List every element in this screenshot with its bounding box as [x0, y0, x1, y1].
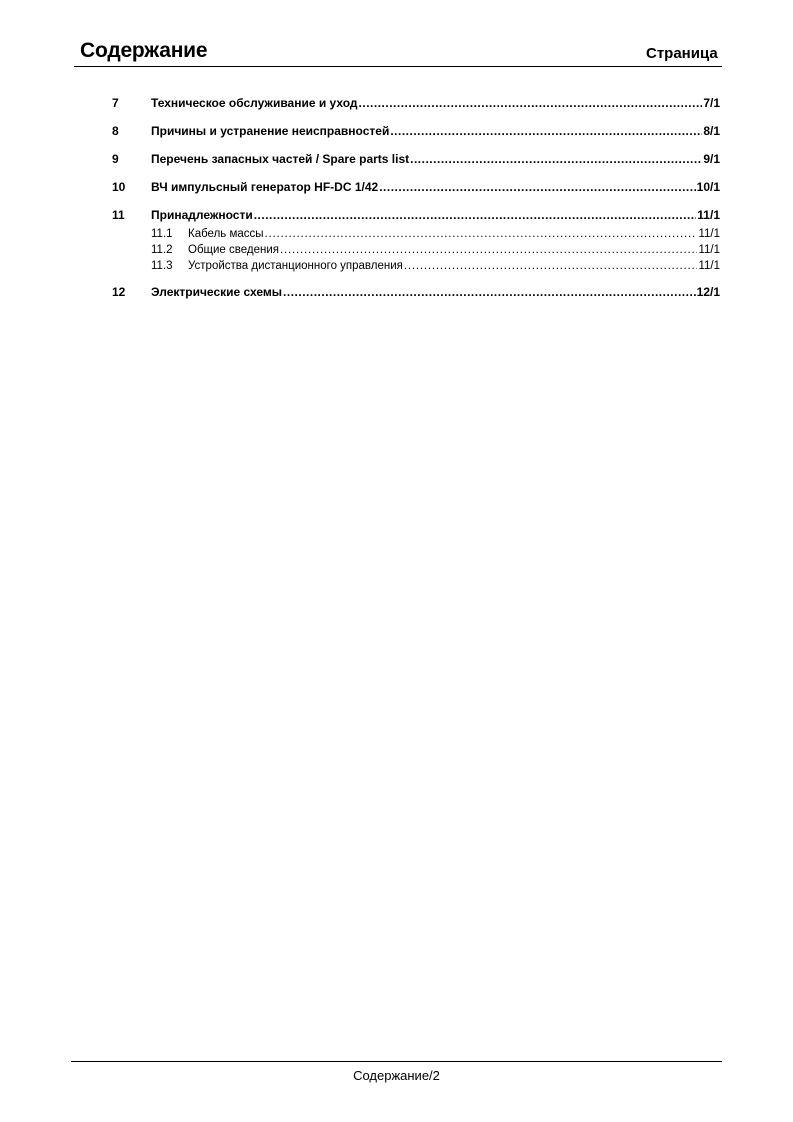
- toc-subentry-page: 11/1: [698, 228, 720, 240]
- toc-entry-page: 7/1: [703, 96, 720, 110]
- toc-entry-title: Техническое обслуживание и уход: [151, 96, 358, 110]
- toc-subentry-number: 11.2: [151, 244, 173, 256]
- toc-entry-7[interactable]: [112, 95, 720, 111]
- dot-leader: [254, 207, 697, 223]
- toc-entry-page: 12/1: [696, 285, 720, 299]
- toc-entry-9[interactable]: [112, 151, 720, 167]
- toc-subentry-11-3[interactable]: [112, 258, 720, 274]
- toc-subentry-page: 11/1: [698, 244, 720, 256]
- dot-leader: [379, 179, 695, 195]
- page-column-label: Страница: [646, 45, 718, 62]
- toc-entry-page: 9/1: [703, 152, 720, 166]
- toc-subentry-title: Устройства дистанционного управления: [188, 260, 403, 272]
- toc-entry-page: 8/1: [703, 124, 720, 138]
- toc-entry-number: 10: [112, 180, 126, 194]
- toc-subentry-title: Кабель массы: [188, 228, 264, 240]
- toc-entry-12[interactable]: [112, 284, 720, 300]
- toc-subentry-11-1[interactable]: [112, 226, 720, 242]
- dot-leader: [390, 123, 702, 139]
- toc-entry-8[interactable]: [112, 123, 720, 139]
- dot-leader: [280, 242, 697, 258]
- toc-entry-page: 10/1: [696, 180, 720, 194]
- toc-entry-number: 12: [112, 285, 126, 299]
- toc-subentry-page: 11/1: [698, 260, 720, 272]
- toc-entry-number: 7: [112, 96, 119, 110]
- toc-entry-number: 8: [112, 124, 119, 138]
- toc-subentry-title: Общие сведения: [188, 244, 279, 256]
- toc-entry-title: ВЧ импульсный генератор HF-DC 1/42: [151, 180, 379, 194]
- dot-leader: [404, 258, 698, 274]
- page-header: [74, 38, 722, 67]
- toc-entry-number: 9: [112, 152, 119, 166]
- dot-leader: [265, 226, 698, 242]
- toc-entry-number: 11: [112, 208, 125, 222]
- toc-subentry-11-2[interactable]: [112, 242, 720, 258]
- toc-subentry-number: 11.1: [151, 228, 173, 240]
- dot-leader: [410, 151, 702, 167]
- toc-entry-title: Электрические схемы: [151, 285, 283, 299]
- toc-entry-title: Принадлежности: [151, 208, 253, 222]
- toc-entry-title: Перечень запасных частей / Spare parts list: [151, 152, 410, 166]
- toc-subentry-number: 11.3: [151, 260, 173, 272]
- toc-entry-page: 11/1: [697, 208, 720, 222]
- dot-leader: [283, 284, 696, 300]
- footer-page-number: Содержание/2: [353, 1068, 440, 1083]
- dot-leader: [359, 95, 703, 111]
- toc-entry-10[interactable]: [112, 179, 720, 195]
- toc-entry-11[interactable]: [112, 207, 720, 223]
- page-title: Содержание: [80, 39, 208, 62]
- footer-rule: [71, 1061, 722, 1062]
- toc-entry-title: Причины и устранение неисправностей: [151, 124, 390, 138]
- table-of-contents: [112, 95, 720, 312]
